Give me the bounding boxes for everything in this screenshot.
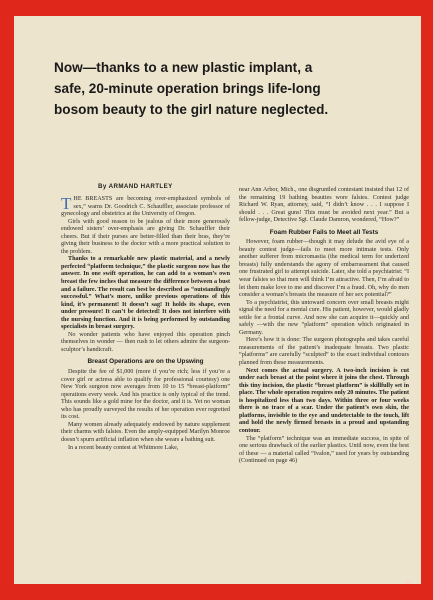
paragraph: However, foam rubber—though it may delude the avid eye of a beauty contest judge—fails to meet more intimate tests. Only another sufferer from micromastia (the medical term for underized breasts) fully understands the agony of embarrassment that caused one frustrated girl to attempt suicide. Later, she told a psychiatrist: “I wear falsies so that men will think I’m attractive. Then, I’m afraid to let them make love to me and discover I’m a fraud. Oh, why do men consider a woman’s breasts the measure of her sex potential?” (239, 239, 409, 299)
paragraph: near Ann Arbor, Mich., one disgruntled contestant insisted that 12 of the remaining 19 bathing beauties wore falsies. Contest judge Richard W. Ryan, attorney, said, “I didn’t know . . . I suppose I should . . . Great guns! This must be avoided next year.” But a fellow-judge, Detective Sgt. Claude Damron, wondered, “How?” (239, 187, 409, 224)
subhead: Foam Rubber Fails to Meet all Tests (269, 228, 379, 236)
paragraph: Thanks to a remarkable new plastic material, and a newly perfected “platform technique,” the plastic surgeon now has the answer. In one swift operation, he can add to a woman’s own breast the few inches that measure the difference between a bust and a failure. The result can best be described as “outstandingly successful.” What’s more, unlike previous operations of this kind, it’s permanent! It doesn’t sag! It holds its shape, even under pressure! It can’t be detected! It does not interfere with the nursing function. And it is being performed by outstanding specialists in breast surgery. (61, 256, 230, 331)
drop-cap: T (61, 194, 72, 213)
magazine-page (14, 16, 421, 584)
byline: By ARMAND HARTLEY (98, 183, 173, 190)
left-column (61, 196, 230, 452)
paragraph: Here’s how it is done: The surgeon photographs and takes careful measurements of the patient’s inadequate breasts. Two plastic “platforms” are carefully “sculpted” to the exact individual contours planned from these measurements. (239, 337, 409, 367)
subhead: Breast Operations are on the Upswing (87, 358, 204, 366)
paragraph: Next comes the actual surgery. A two-inch incision is cut under each breast at the point where it joins the chest. Through this tiny incision, the plastic “breast platform” is skillfully set in place. The whole operation requires only 20 minutes. The patient is hospitalized less than two days. Within three or four weeks there is no trace of a scar. Under the patient’s own skin, the platforms, invisible to the eye and undetectable to the touch, lift and hold the newly firmed breasts in a proud and upstanding contour. (239, 367, 409, 434)
right-column (239, 187, 409, 466)
paragraph: To a psychiatrist, this untoward concern over small breasts might signal the need for a mental cure. His patient, however, would gladly settle for a frontal curve. And now she can acquire it—quickly and safely —with the new “platform” operation which originated in Germany. (239, 299, 409, 336)
paragraph: Many women already adequately endowed by nature supplement their charms with falsies. Even the amply-equipped Marilyn Monroe doesn’t spurn artificial inflation when she wears a bathing suit. (61, 421, 230, 443)
article-headline (54, 57, 421, 120)
paragraph: The “platform” technique was an immediate success, in spite of one serious drawback of the earlier plastics. Until now, even the best of these — a material called “Ivalon,” used for years by outstanding (Continued on page 46) (239, 435, 409, 465)
paragraph: Girls with good reason to be jealous of their more generously endowed sisters’ over-emphasis are giving Dr. Schauffler their cheers. But if their purses are better-filled than their bras, they’re giving their business to the doctor with a more practical solution to the problem. (61, 218, 230, 255)
paragraph: In a recent beauty contest at Whitmore Lake, (68, 444, 179, 451)
paragraph-text: HE BREASTS are becoming over-emphasized symbols of sex,” warns Dr. Goodrich C. Schauffler, associate professor of gynecology and obstetrics at the University of Oregon. (61, 196, 230, 218)
paragraph: No wonder patients who have enjoyed this operation pinch themselves in wonder — then rush to let others admire the surgeon-sculptor’s handicraft. (61, 331, 230, 353)
headline-line-3: bosom beauty to the girl nature neglected. (54, 102, 329, 117)
paragraph (61, 196, 230, 219)
headline-line-2: safe, 20-minute operation brings life-long (54, 81, 321, 96)
headline-line-1: Now—thanks to a new plastic implant, a (54, 60, 313, 75)
page-number: 19 (405, 580, 412, 586)
paragraph: Despite the fee of $1,000 (more if you’re rich; less if you’re a cover girl or actress able to qualify for professional courtesy) one New York surgeon now averages from 10 to 15 “breast-platform” operations every week. And his practice is only typical of the trend. This sounds like a gold mine for the doctor, and it is. Yet no woman who has proudly surveyed the results of her operation ever regretted its cost. (61, 369, 230, 421)
